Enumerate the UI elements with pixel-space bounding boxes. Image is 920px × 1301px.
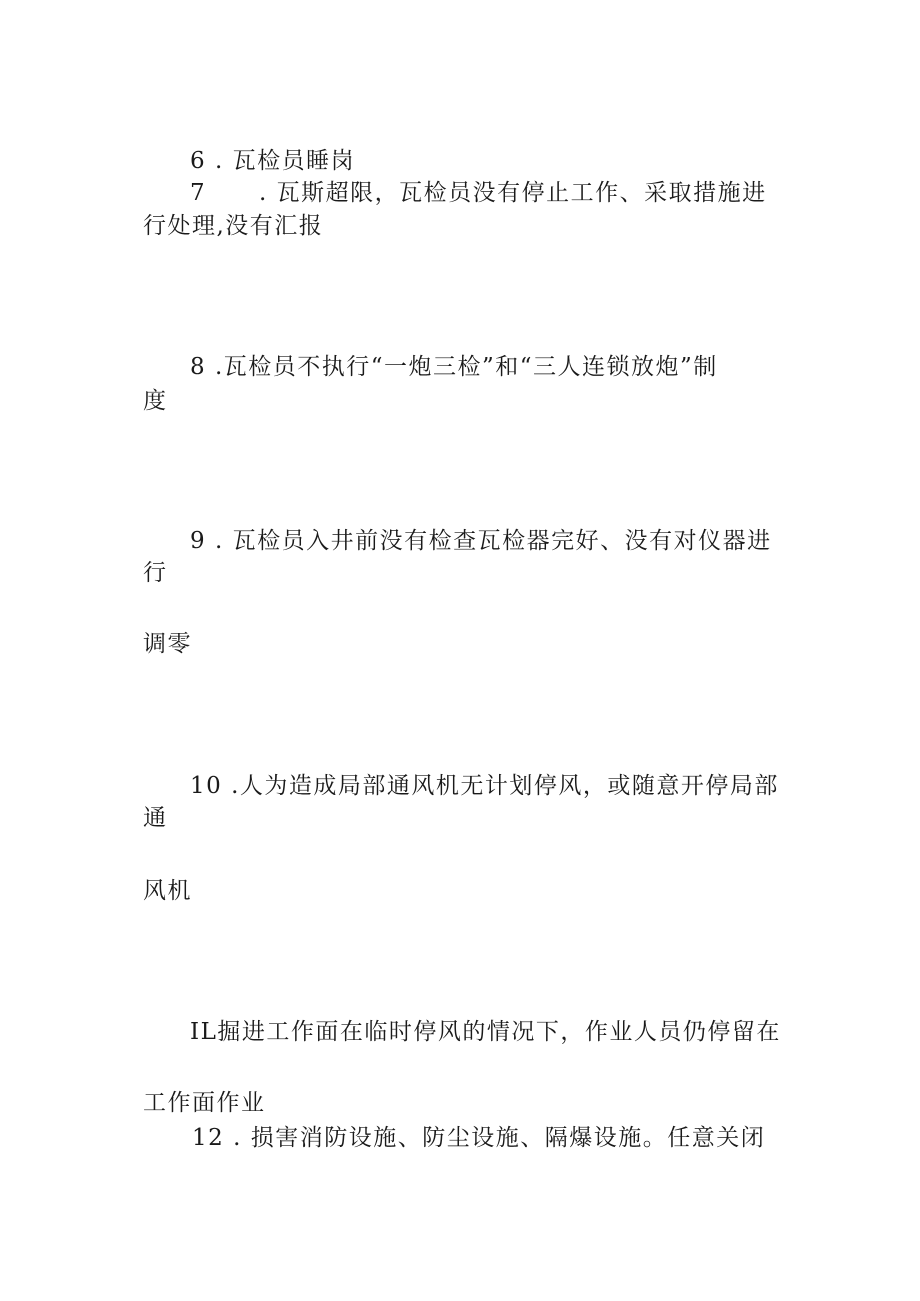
item-9-line-3: 调零 bbox=[143, 631, 192, 657]
item-11-line-1: IL掘进工作面在临时停风的情况下，作业人员仍停留在 bbox=[190, 1019, 781, 1045]
item-9-line-2: 行 bbox=[143, 560, 168, 586]
item-7-line-2: 行处理,没有汇报 bbox=[143, 213, 324, 239]
item-10-line-1: 10 .人为造成局部通风机无计划停风，或随意开停局部 bbox=[190, 773, 779, 799]
item-9-line-1: 9 . 瓦检员入井前没有检查瓦检器完好、没有对仪器进 bbox=[190, 528, 772, 554]
item-11-line-2: 工作面作业 bbox=[143, 1090, 266, 1116]
item-6-line-1: 6 . 瓦检员睡岗 bbox=[190, 148, 356, 174]
item-8-line-1: 8 .瓦检员不执行“一炮三检”和“三人连锁放炮”制 bbox=[190, 354, 718, 380]
item-8-line-2: 度 bbox=[143, 388, 168, 414]
item-12-line-1: 12 . 损害消防设施、防尘设施、隔爆设施。任意关闭 bbox=[192, 1125, 766, 1151]
item-10-line-3: 风机 bbox=[143, 878, 192, 904]
item-7-line-1: 7 . 瓦斯超限，瓦检员没有停止工作、采取措施进 bbox=[190, 180, 767, 206]
item-10-line-2: 通 bbox=[143, 805, 168, 831]
